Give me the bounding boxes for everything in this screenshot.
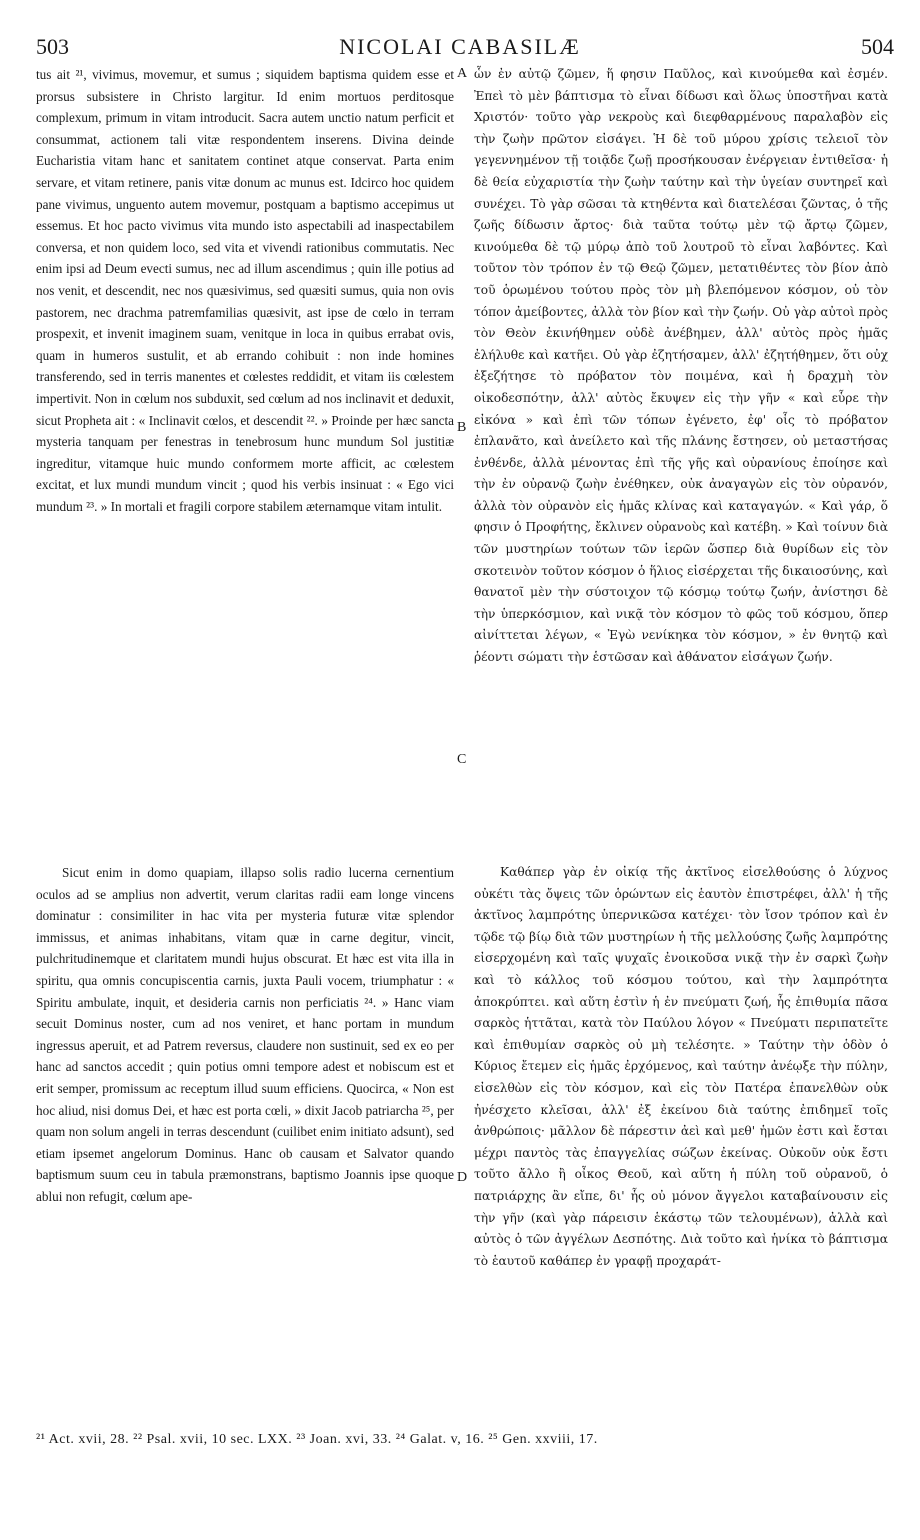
margin-letter-a: A <box>457 66 468 81</box>
footnotes: ²¹ Act. xvii, 28. ²² Psal. xvii, 10 sec. LXX. ²³ Joan. xvi, 33. ²⁴ Galat. v, 16. ²⁵ Gen. xxviii, 17. <box>36 1432 598 1447</box>
latin-paragraph-1: tus ait ²¹, vivimus, movemur, et sumus ; siquidem baptisma quidem esse et prorsus subsistere in Christo largitur. Id enim mortuos perditosque complexum, primum in vitam introducit. Sacra autem unctio natum perficit et consummat, actionem tali vitæ respondentem inserens. Divina deinde Eucharistia vitam hanc et sanitatem continet atque conservat. Parta enim servare, et vitam retinere, panis vitæ donum ac munus est. Idcirco hoc quidem pane vivimus, unguento autem movemur, postquam a baptismo accepimus ut essemus. Et hoc pacto vivimus vita mundo isto aspectabili ad inaspectabilem conversa, et non quidem loco, sed vita et vivendi rationibus commutatis. Nec enim ipsi ad Deum evecti sumus, nec ad illum ascendimus ; quin ille potius ad nos venit, et descendit, nec nos quæsivimus, sed quæsiti sumus, quia non ovis pastorem, nec drachma patremfamilias quæsivit, ast ipse de cœlo in terram prospexit, et invenit imaginem suam, venitque in loca in quibus errabat ovis, quam in humeros sustulit, et ab errando cohibuit : non inde homines transferendo, sed in terris manentes et cœlestes reddidit, et vitam iis cœlestem impertivit. Non in cœlum nos subduxit, sed cœlum ad nos inclinavit et deduxit, sicut Propheta ait : « Inclinavit cœlos, et descendit ²². » Proinde per hæc sancta mysteria tanquam per fenestras in tenebrosum hunc mundum Sol justitiæ ingreditur, vitamque huic mundo conformem morte afficit, ac cœlestem excitat, et lux mundi mundum vincit ; quod his verbis insinuat : « Ego vici mundum ²³. » In mortali et fragili corpore stabilem æternamque vitam intulit. <box>36 67 454 514</box>
running-title: NICOLAI CABASILÆ <box>339 34 581 59</box>
greek-paragraph-2: Καθάπερ γὰρ ἐν οἰκίᾳ τῆς ἀκτῖνος εἰσελθούσης ὁ λύχνος οὐκέτι τὰς ὄψεις τῶν ὁρώντων εἰς ἑαυτὸν ἐπιστρέφει, ἀλλ' ἡ τῆς ἀκτῖνος λαμπρότης ὑπερνικῶσα κατέχει· τὸν ἴσον τρόπον καὶ ἐν τῷδε τῷ βίῳ διὰ τῶν μυστηρίων ἡ τῆς μελλούσης ζωῆς λαμπρότης εἰσερχομένη καὶ ταῖς ψυχαῖς ἐνοικοῦσα νικᾷ τὴν ἐν σαρκὶ ζωὴν καὶ τὸ κάλλος τοῦ κόσμου τούτου, καὶ τὴν λαμπρότητα ἀποκρύπτει. καὶ αὕτη ἐστὶν ἡ ἐν πνεύματι ζωή, ἧς ἐπιθυμία πᾶσα σαρκὸς ἡττᾶται, κατὰ τὸν Παύλου λόγον « Πνεύματι περιπατεῖτε καὶ ἐπιθυμίαν σαρκὸς οὐ μὴ τελέσητε. » Ταύτην τὴν ὁδὸν ὁ Κύριος ἔτεμεν εἰς ἡμᾶς ἐρχόμενος, καὶ ταύτην ἀνέῳξε τὴν πύλην, εἰσελθὼν εἰς τὸν κόσμον, καὶ εἰς τὸν Πατέρα ἐπανελθὼν οὐκ ἠνέσχετο κλεῖσαι, ἀλλ' ἐξ ἐκείνου διὰ ταύτης ἐπιδημεῖ τοῖς ἀνθρώποις· μᾶλλον δὲ πάρεστιν ἀεὶ καὶ μεθ' ἡμῶν ἐστι καὶ ἔσται μέχρι παντὸς τὰς ἐπαγγελίας σώζων ἐκείνας. Οὐκοῦν οὐκ ἔστι τοῦτο ἄλλο ἢ οἶκος Θεοῦ, καὶ αὕτη ἡ πύλη τοῦ οὐρανοῦ, ὁ πατριάρχης ἂν εἴπε, δι' ἧς οὐ μόνον ἄγγελοι καταβαίνουσιν εἰς τὴν γῆν (καὶ γὰρ πάρεισιν ἑκάστῳ τῶν τελουμένων), ἀλλὰ καὶ αὐτὸς ὁ τῶν ἀγγέλων Δεσπότης. Διὰ τοῦτο καὶ ἡνίκα τὸ βάπτισμα τὸ ἑαυτοῦ καθάπερ ἐν γραφῇ προχαράτ- <box>474 865 888 1268</box>
running-header <box>0 34 920 60</box>
margin-letter-d: D <box>457 1170 468 1185</box>
page-number-left: 503 <box>36 34 69 59</box>
latin-paragraph-2: Sicut enim in domo quapiam, illapso solis radio lucerna cernentium oculos ad se amplius non advertit, verum claritas radii eam longe vincens dominatur : consimiliter in hac vita per mysteria futuræ vitæ splendor immissus, et animas inhabitans, vitam quæ in carne degitur, vincit, pulchritudinemque et claritatem mundi hujus obscurat. Et hæc est vita illa in spiritu, qua omnis concupiscentia carnis, juxta Pauli vocem, triumphatur : « Spiritu ambulate, inquit, et desideria carnis non perficiatis ²⁴. » Hanc viam secuit Dominus noster, cum ad nos veniret, et hanc portam in mundum ingressus aperuit, et ad Patrem reversus, claudere non sustinuit, sed ex eo per hanc ad sanctos accedit ; quin potius omni tempore adest et nobiscum est et erit semper, promissum ac receptum illud suum efficiens. Quocirca, « Non est hoc aliud, nisi domus Dei, et hæc est porta cœli, » dixit Jacob patriarcha ²⁵, per quam non solum angeli in terras descendunt (cuilibet enim initiato adsunt), sed etiam ipsemet angelorum Dominus. Hanc ob causam et Salvator quando baptismum suum ceu in tabula præmonstrans, baptismo Joannis ipse quoque ablui non refugit, cœlum ape- <box>36 865 454 1204</box>
page-number-right: 504 <box>861 34 894 59</box>
margin-letter-c: C <box>457 752 467 767</box>
margin-letter-b: B <box>457 420 467 435</box>
greek-paragraph-1: ὧν ἐν αὐτῷ ζῶμεν, ἥ φησιν Παῦλος, καὶ κινούμεθα καὶ ἐσμέν. Ἐπεὶ τὸ μὲν βάπτισμα τὸ εἶναι δίδωσι καὶ ὅλως ὑποστῆναι κατὰ Χριστόν· τοῦτο γὰρ νεκροὺς καὶ διεφθαρμένους παραλαβὸν εἰς τὴν ζωὴν πρῶτον εἰσάγει. Ἡ δὲ τοῦ μύρου χρίσις τελειοῖ τὸν γεγεννημένον τῇ τοιᾷδε ζωῇ προσήκουσαν ἐνέργειαν ἐντιθεῖσα· ἡ δὲ θεία εὐχαριστία τὴν ζωὴν ταύτην καὶ τὴν ὑγείαν συντηρεῖ καὶ συνέχει. Τὸ γὰρ σῶσαι τὰ κτηθέντα καὶ διατελέσαι ζῶντας, ὁ τῆς ζωῆς δίδωσιν ἄρτος· διὰ ταῦτα τούτῳ μὲν τῷ ἄρτῳ ζῶμεν, κινούμεθα δὲ τῷ μύρῳ ἀπὸ τοῦ λουτροῦ τὸ εἶναι λαβόντες. Καὶ τοῦτον τὸν τρόπον ἐν τῷ Θεῷ ζῶμεν, μετατιθέντες τὸν βίον ἀπὸ τοῦ ὁρωμένου τούτου πρὸς τὸν μὴ βλεπόμενον κόσμον, οὐ τὸν τόπον ἀμείβοντες, ἀλλὰ τὸν βίον καὶ τὴν ζωήν. Οὐ γὰρ αὐτοὶ πρὸς τὸν Θεὸν ἐκινήθημεν οὐδὲ ἀνέβημεν, ἀλλ' αὐτὸς πρὸς ἡμᾶς ἐλήλυθε καὶ κατῆει. Οὐ γὰρ ἐζητήσαμεν, ἀλλ' ἐζητήθημεν, ὅτι οὐχ ἐξεζήτησε τὸ πρόβατον τὸν ποιμένα, καὶ ἡ δραχμὴ τὸν οἰκοδεσπότην, ἀλλ' αὐτὸς ἔκυψεν εἰς τὴν γῆν « καὶ εὗρε τὴν εἰκόνα » καὶ ἐπὶ τῶν τόπων ἐγένετο, ἐφ' οἷς τὸ πρόβατον ἐπλανᾶτο, καὶ ἀνείλετο καὶ τῆς πλάνης ἔστησεν, οὐ μεταστήσας ἐνθένδε, ἀλλὰ μένοντας ἐπὶ τῆς γῆς καὶ οὐρανίους ἐποίησε καὶ τὴν ἐν οὐρανῷ ζωὴν ἐνέθηκεν, οὐκ ἀναγαγὼν εἰς τὸν οὐρανόν, ἀλλὰ τὸν οὐρανὸν εἰς ἡμᾶς κλίνας καὶ καταγαγών. « Καὶ γάρ, ὅ φησιν ὁ Προφήτης, ἔκλινεν οὐρανοὺς καὶ κατέβη. » Καὶ τοίνυν διὰ τῶν μυστηρίων τούτων τῶν ἱερῶν ὥσπερ διὰ θυρίδων εἰς τὸν σκοτεινὸν τοῦτον κόσμον ὁ ἥλιος εἰσέρχεται τῆς δικαιοσύνης, καὶ θανατοῖ μὲν τὴν σύστοιχον τῷ κόσμῳ τούτῳ ζωήν, ἀνίστησι δὲ τὴν ὑπερκόσμιον, καὶ νικᾷ τὸν κόσμον τὸ φῶς τοῦ κόσμου, ὅπερ αἰνίττεται λέγων, « Ἐγὼ νενίκηκα τὸν κόσμον, » ἐν θνητῷ καὶ ῥέοντι σώματι τὴν ἑστῶσαν καὶ ἀθάνατον εἰσάγων ζωήν. <box>474 67 888 665</box>
